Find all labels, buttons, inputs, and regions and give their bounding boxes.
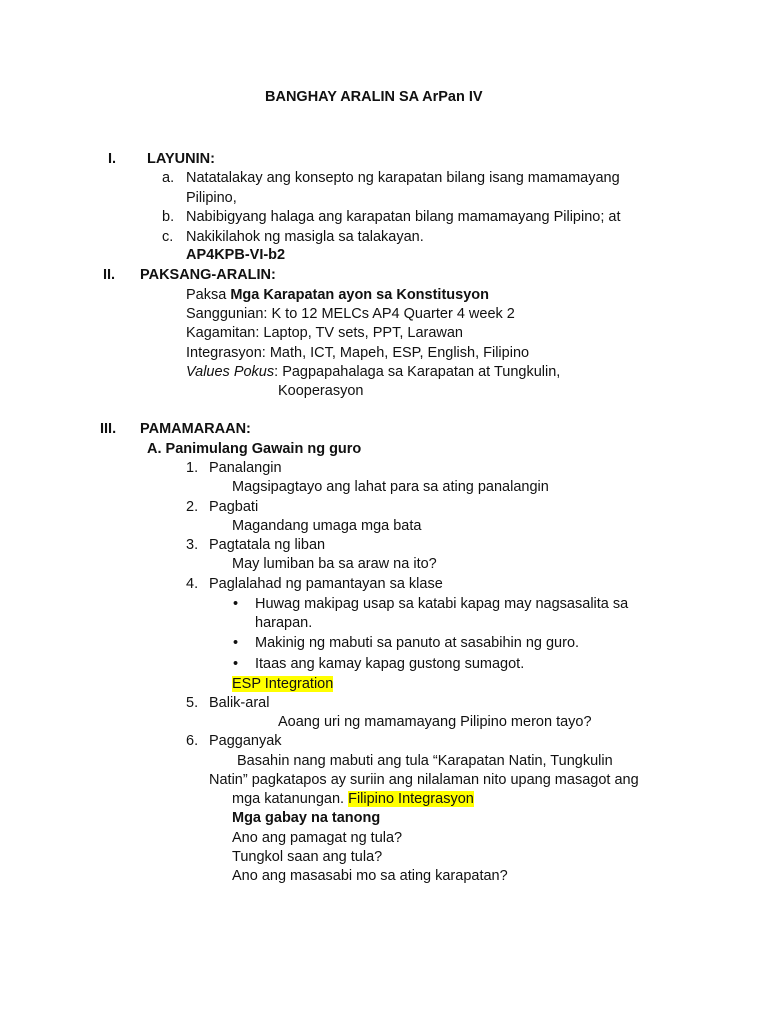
objective-b-letter: b. [162, 209, 175, 225]
esp-integration-tag [232, 675, 333, 693]
objective-c-text: Nakikilahok ng masigla sa talakayan. [186, 229, 424, 245]
paksa-line [186, 286, 489, 304]
objective-a-text-line1: Natatalakay ang konsepto ng karapatan bilang isang mamamayang [186, 170, 620, 186]
objective-a-letter: a. [162, 170, 175, 186]
pagganyak-line2: Natin” pagkatapos ay suriin ang nilalaman nito upang masagot ang [209, 772, 639, 788]
subsection-a-heading: A. Panimulang Gawain ng guro [147, 441, 362, 457]
step-1-detail: Magsipagtayo ang lahat para sa ating panalangin [232, 479, 549, 495]
step-4-label: Paglalahad ng pamantayan sa klase [209, 576, 443, 592]
question-3: Ano ang masasabi mo sa ating karapatan? [232, 868, 508, 884]
step-3-detail: May lumiban ba sa araw na ito? [232, 556, 437, 572]
kagamitan-line: Kagamitan: Laptop, TV sets, PPT, Larawan [186, 325, 464, 341]
step-4-number: 4. [186, 576, 199, 592]
sanggunian-line: Sanggunian: K to 12 MELCs AP4 Quarter 4 week 2 [186, 306, 515, 322]
esp-integration-highlight: ESP Integration [232, 676, 334, 692]
objective-b-text: Nabibigyang halaga ang karapatan bilang mamamayang Pilipino; at [186, 209, 621, 225]
pagganyak-line3-text: mga katanungan. [232, 791, 349, 807]
rule-1-line2: harapan. [255, 615, 313, 631]
question-1: Ano ang pamagat ng tula? [232, 830, 403, 846]
objective-a-text-line2: Pilipino, [186, 190, 237, 206]
rule-3: Itaas ang kamay kapag gustong sumagot. [255, 656, 525, 672]
bullet-icon: • [233, 596, 239, 612]
competency-code: AP4KPB-VI-b2 [186, 247, 286, 263]
section-1-numeral: I. [108, 151, 117, 167]
document-title: BANGHAY ARALIN SA ArPan IV [265, 89, 483, 105]
gabay-heading: Mga gabay na tanong [232, 810, 381, 826]
step-6-label: Pagganyak [209, 733, 282, 749]
rule-1-line1: Huwag makipag usap sa katabi kapag may nagsasalita sa [255, 596, 629, 612]
section-3-numeral: III. [100, 421, 117, 437]
section-2-heading: PAKSANG-ARALIN: [140, 267, 276, 283]
bullet-icon: • [233, 635, 239, 651]
step-6-number: 6. [186, 733, 199, 749]
section-3-heading: PAMAMARAAN: [140, 421, 251, 437]
step-3-number: 3. [186, 537, 199, 553]
step-2-detail: Magandang umaga mga bata [232, 518, 422, 534]
values-pokus-value: : Pagpapahalaga sa Karapatan at Tungkulin, [274, 364, 561, 380]
bullet-icon: • [233, 656, 239, 672]
values-pokus-label: Values Pokus [186, 364, 275, 380]
objective-c-letter: c. [162, 229, 174, 245]
question-2: Tungkol saan ang tula? [232, 849, 383, 865]
pagganyak-line3 [232, 790, 474, 808]
paksa-label: Paksa [186, 287, 231, 303]
section-2-numeral: II. [103, 267, 116, 283]
step-5-detail: Aoang uri ng mamamayang Pilipino meron tayo? [278, 714, 592, 730]
pagganyak-line1: Basahin nang mabuti ang tula “Karapatan Natin, Tungkulin [237, 753, 613, 769]
values-pokus-line [186, 363, 560, 381]
step-1-number: 1. [186, 460, 199, 476]
rule-2: Makinig ng mabuti sa panuto at sasabihin ng guro. [255, 635, 580, 651]
step-2-number: 2. [186, 499, 199, 515]
step-3-label: Pagtatala ng liban [209, 537, 326, 553]
section-1-heading: LAYUNIN: [147, 151, 215, 167]
values-pokus-continuation: Kooperasyon [278, 383, 364, 399]
step-5-number: 5. [186, 695, 199, 711]
step-5-label: Balik-aral [209, 695, 270, 711]
step-1-label: Panalangin [209, 460, 282, 476]
integrasyon-line: Integrasyon: Math, ICT, Mapeh, ESP, English, Filipino [186, 345, 530, 361]
filipino-integrasyon-highlight: Filipino Integrasyon [348, 791, 474, 807]
step-2-label: Pagbati [209, 499, 259, 515]
paksa-value: Mga Karapatan ayon sa Konstitusyon [230, 287, 489, 303]
